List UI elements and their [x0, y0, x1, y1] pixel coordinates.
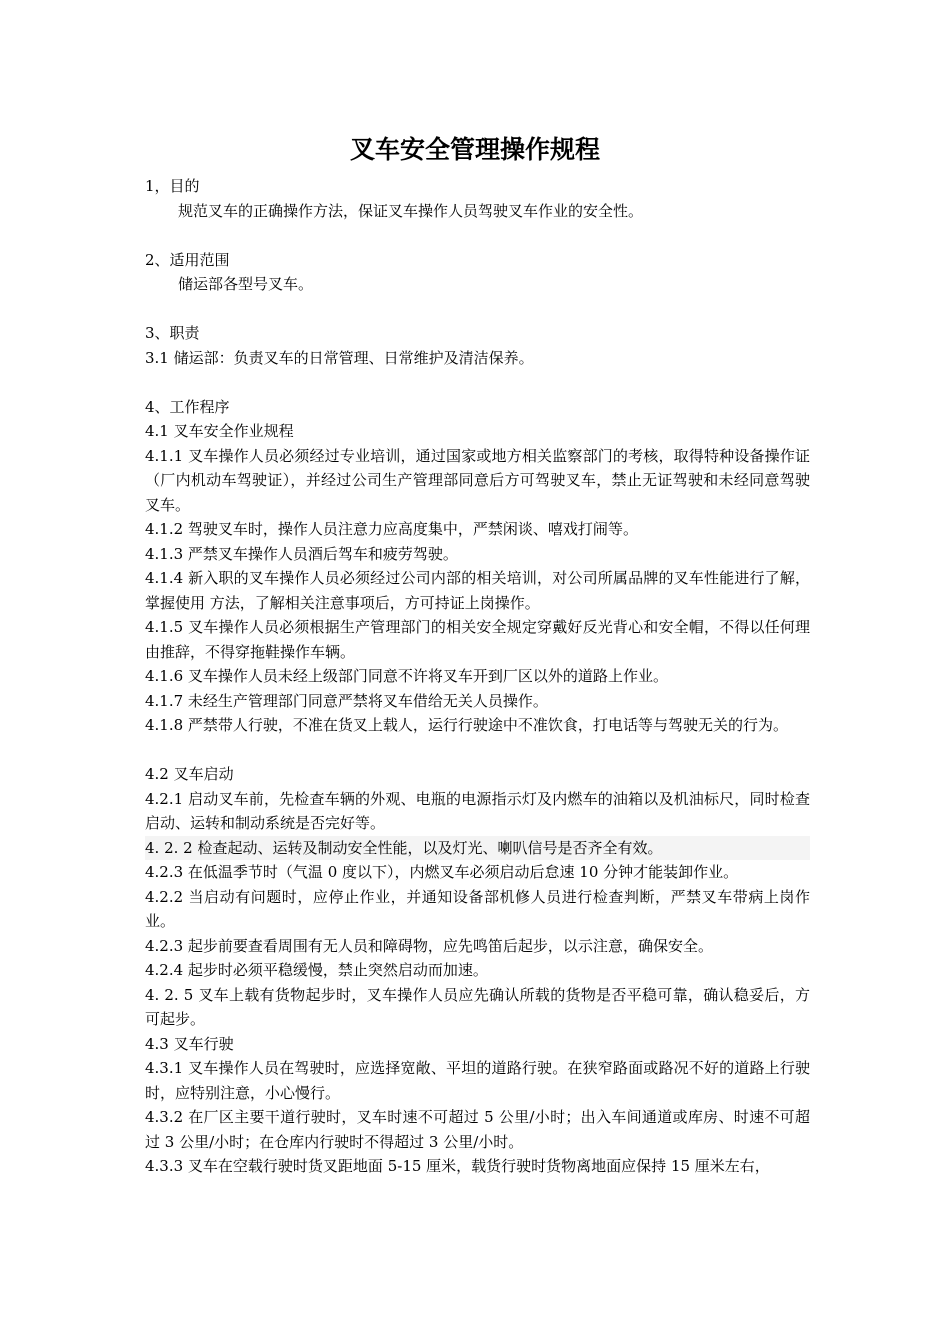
section-3-heading: 3、职责 — [145, 324, 200, 342]
paragraph-4-1-8: 4.1.8 严禁带人行驶，不准在货叉上载人，运行行驶途中不准饮食，打电话等与驾驶无关的行为。 — [145, 716, 788, 734]
paragraph-4-3-3: 4.3.3 叉车在空载行驶时货叉距地面 5-15 厘米，载货行驶时货物离地面应保持 15 厘米左右， — [145, 1157, 770, 1175]
subsection-4-2-heading: 4.2 叉车启动 — [145, 765, 234, 783]
section-3-text: 3.1 储运部：负责叉车的日常管理、日常维护及清洁保养。 — [145, 348, 534, 367]
section-2-text: 储运部各型号叉车。 — [178, 275, 314, 293]
paragraph-4-1-5: 4.1.5 叉车操作人员必须根据生产管理部门的相关安全规定穿戴好反光背心和安全帽，不得以任何理由推辞，不得穿拖鞋操作车辆。 — [145, 618, 810, 661]
paragraph-4-1-3: 4.1.3 严禁叉车操作人员酒后驾车和疲劳驾驶。 — [145, 544, 458, 563]
spacer — [145, 223, 810, 248]
paragraph-4-1-7: 4.1.7 未经生产管理部门同意严禁将叉车借给无关人员操作。 — [145, 691, 548, 710]
paragraph-4-3-1: 4.3.1 叉车操作人员在驾驶时，应选择宽敞、平坦的道路行驶。在狭窄路面或路况不好的道路上行驶时，应特别注意，小心慢行。 — [145, 1059, 810, 1102]
paragraph-4-2-1: 4.2.1 启动叉车前，先检查车辆的外观、电瓶的电源指示灯及内燃车的油箱以及机油标尺，同时检查启动、运转和制动系统是否完好等。 — [145, 789, 810, 832]
document-title: 叉车安全管理操作规程 — [349, 135, 600, 164]
subsection-4-1-heading: 4.1 叉车安全作业规程 — [145, 422, 294, 440]
paragraph-4-2-5: 4. 2. 5 叉车上载有货物起步时，叉车操作人员应先确认所载的货物是否平稳可靠，确认稳妥后，方可起步。 — [145, 985, 810, 1028]
paragraph-4-2-3-low-temp: 4.2.3 在低温季节时（气温 0 度以下），内燃叉车必须启动后怠速 10 分钟才能装卸作业。 — [145, 863, 739, 881]
paragraph-4-2-2-startup-issue: 4.2.2 当启动有问题时，应停止作业，并通知设备部机修人员进行检查判断，严禁叉车带病上岗作业。 — [145, 887, 810, 930]
paragraph-4-1-4: 4.1.4 新入职的叉车操作人员必须经过公司内部的相关培训，对公司所属品牌的叉车性能进行了解，掌握使用 方法，了解相关注意事项后，方可持证上岗操作。 — [145, 569, 810, 612]
paragraph-4-2-4: 4.2.4 起步时必须平稳缓慢，禁止突然启动而加速。 — [145, 961, 488, 979]
paragraph-4-2-3-look-around: 4.2.3 起步前要查看周围有无人员和障碍物，应先鸣笛后起步，以示注意，确保安全。 — [145, 936, 713, 955]
paragraph-4-1-1: 4.1.1 叉车操作人员必须经过专业培训，通过国家或地方相关监察部门的考核，取得特种设备操作证（厂内机动车驾驶证），并经过公司生产管理部同意后方可驾驶叉车，禁止无证驾驶和未经同意驾驶叉车。 — [145, 446, 810, 514]
paragraph-4-3-2: 4.3.2 在厂区主要干道行驶时，叉车时速不可超过 5 公里/小时；出入车间通道或库房、时速不可超过 3 公里/小时；在仓库内行驶时不得超过 3 公里/小时。 — [145, 1108, 810, 1151]
paragraph-4-1-2: 4.1.2 驾驶叉车时，操作人员注意力应高度集中，严禁闲谈、嘻戏打闹等。 — [145, 520, 638, 538]
spacer — [145, 297, 810, 322]
section-1-heading: 1，目的 — [145, 177, 200, 195]
section-1-text: 规范叉车的正确操作方法，保证叉车操作人员驾驶叉车作业的安全性。 — [178, 201, 644, 220]
paragraph-4-1-6: 4.1.6 叉车操作人员未经上级部门同意不许将叉车开到厂区以外的道路上作业。 — [145, 667, 668, 685]
subsection-4-3-heading: 4.3 叉车行驶 — [145, 1034, 234, 1053]
section-2-heading: 2、适用范围 — [145, 250, 230, 269]
spacer — [145, 738, 810, 763]
section-4-heading: 4、工作程序 — [145, 397, 230, 416]
spacer — [145, 370, 810, 395]
paragraph-4-2-2-check: 4. 2. 2 检查起动、运转及制动安全性能，以及灯光、喇叭信号是否齐全有效。 — [145, 836, 810, 861]
document-body — [145, 174, 810, 1179]
